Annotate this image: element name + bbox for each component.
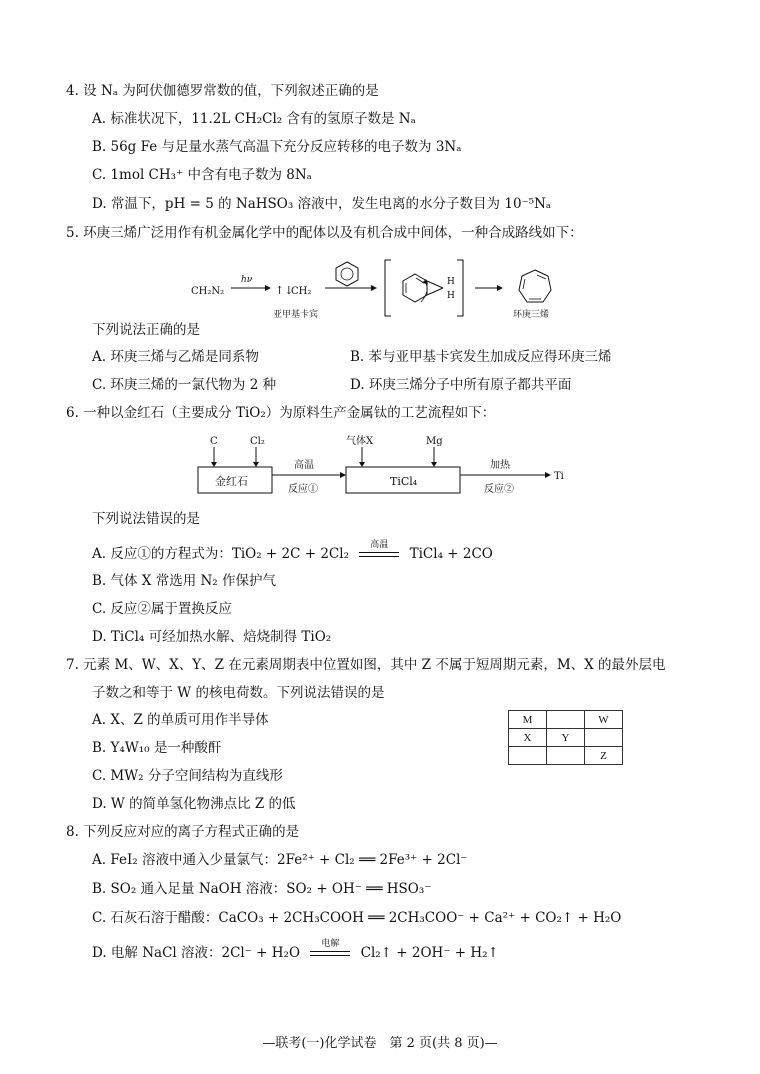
q7-option-c: C. MW₂ 分子空间结构为直线形 [92,768,283,784]
cell-m: M [509,711,547,729]
q5-h-bottom: H [447,291,455,301]
q8-option-c: C. 石灰石溶于醋酸：CaCO₃ + 2CH₃COOH ══ 2CH₃COO⁻ + Ca²⁺ + CO₂↑ + H₂O [92,910,622,926]
q6-process-flow [190,430,590,510]
q5-reactant: CH₂N₂ [191,286,225,297]
q6-option-a [92,540,493,563]
cell-empty [547,747,585,765]
q5-option-b: B. 苯与亚甲基卡宾发生加成反应得环庚三烯 [350,349,612,365]
q6-gas-x: 气体X [346,436,374,447]
q4-stem: 4. 设 Nₐ 为阿伏伽德罗常数的值，下列叙述正确的是 [66,83,379,99]
q6-option-a-right: TiCl₄ + 2CO [409,546,493,562]
q5-product-label: 环庚三烯 [513,310,550,320]
norcaradiene-structure [403,274,455,302]
periodic-table-fragment [508,710,623,765]
q6-reaction-1: 反应① [288,484,318,495]
q8-option-d [92,939,499,962]
q5-intermediate-label: 亚甲基卡宾 [273,310,319,320]
cell-y: Y [547,729,585,747]
q6-mg: Mg [426,436,443,447]
q8-option-a: A. FeI₂ 溶液中通入少量氯气：2Fe²⁺ + Cl₂ ══ 2Fe³⁺ + 2Cl⁻ [92,852,468,868]
q8-option-d-right: Cl₂↑ + 2OH⁻ + H₂↑ [360,945,499,961]
q5-reaction-scheme [185,250,585,326]
svg-text:↑↓: ↑↓ [275,284,294,297]
q6-input-c: C [210,436,218,447]
page-footer: —联考(一)化学试卷 第 2 页(共 8 页)— [262,1036,498,1051]
cell-x: X [509,729,547,747]
cell-empty [547,711,585,729]
q4-option-b: B. 56g Fe 与足量水蒸气高温下充分反应转移的电子数为 3Nₐ [92,139,462,155]
q7-stem-line2: 子数之和等于 W 的核电荷数。下列说法错误的是 [92,685,385,701]
q8-equals-sign [304,939,356,962]
q6-option-a-left: A. 反应①的方程式为：TiO₂ + 2C + 2Cl₂ [92,546,349,562]
cell-z: Z [585,747,623,765]
q6-eq-condition: 高温 [370,540,389,550]
q6-box-ticl4-label: TiCl₄ [390,475,418,488]
q5-h-top: H [447,277,455,287]
q5-option-c: C. 环庚三烯的一氯代物为 2 种 [92,377,277,393]
benzene-icon [336,262,358,286]
q6-equals-sign [353,540,405,563]
q6-condition-2: 加热 [490,460,510,471]
q4-option-a: A. 标准状况下，11.2L CH₂Cl₂ 含有的氢原子数是 Nₐ [92,111,416,127]
q7-option-d: D. W 的简单氢化物沸点比 Z 的低 [92,796,296,812]
q6-option-c: C. 反应②属于置换反应 [92,601,232,617]
q5-stem: 5. 环庚三烯广泛用作有机金属化学中的配体以及有机合成中间体，一种合成路线如下： [66,225,583,241]
q6-condition-1: 高温 [294,460,314,471]
q5-intermediate: CH₂ [291,286,312,297]
cell-empty [585,729,623,747]
q8-option-b: B. SO₂ 通入足量 NaOH 溶液：SO₂ + OH⁻ ══ HSO₃⁻ [92,881,432,897]
q7-option-a: A. X、Z 的单质可用作半导体 [92,712,269,728]
q6-box-rutile-label: 金红石 [215,475,248,488]
q7-stem-line1: 7. 元素 M、W、X、Y、Z 在元素周期表中位置如图，其中 Z 不属于短周期元素，M、X 的最外层电 [66,657,666,673]
q7-option-b: B. Y₄W₁₀ 是一种酸酐 [92,740,222,756]
q6-input-cl2: Cl₂ [250,436,265,447]
q8-eq-condition: 电解 [321,939,340,949]
q5-option-a: A. 环庚三烯与乙烯是同系物 [92,349,259,365]
cell-w: W [585,711,623,729]
q5-condition: hν [241,275,253,285]
q5-prompt: 下列说法正确的是 [92,322,200,338]
q6-option-b: B. 气体 X 常选用 N₂ 作保护气 [92,573,277,589]
q6-stem: 6. 一种以金红石（主要成分 TiO₂）为原料生产金属钛的工艺流程如下： [66,405,496,421]
cycloheptatriene-structure [519,270,551,302]
q4-option-c: C. 1mol CH₃⁺ 中含有电子数为 8Nₐ [92,167,312,183]
q5-option-d: D. 环庚三烯分子中所有原子都共平面 [350,377,572,393]
q6-reaction-2: 反应② [484,484,514,495]
q8-stem: 8. 下列反应对应的离子方程式正确的是 [66,824,300,840]
cell-empty [509,747,547,765]
q6-option-d: D. TiCl₄ 可经加热水解、焙烧制得 TiO₂ [92,629,332,645]
q6-product-ti: Ti [554,471,564,482]
q6-prompt: 下列说法错误的是 [92,511,200,527]
q4-option-d: D. 常温下，pH = 5 的 NaHSO₃ 溶液中，发生电离的水分子数目为 10⁻⁵Nₐ [92,196,552,212]
q8-option-d-left: D. 电解 NaCl 溶液：2Cl⁻ + H₂O [92,945,301,961]
